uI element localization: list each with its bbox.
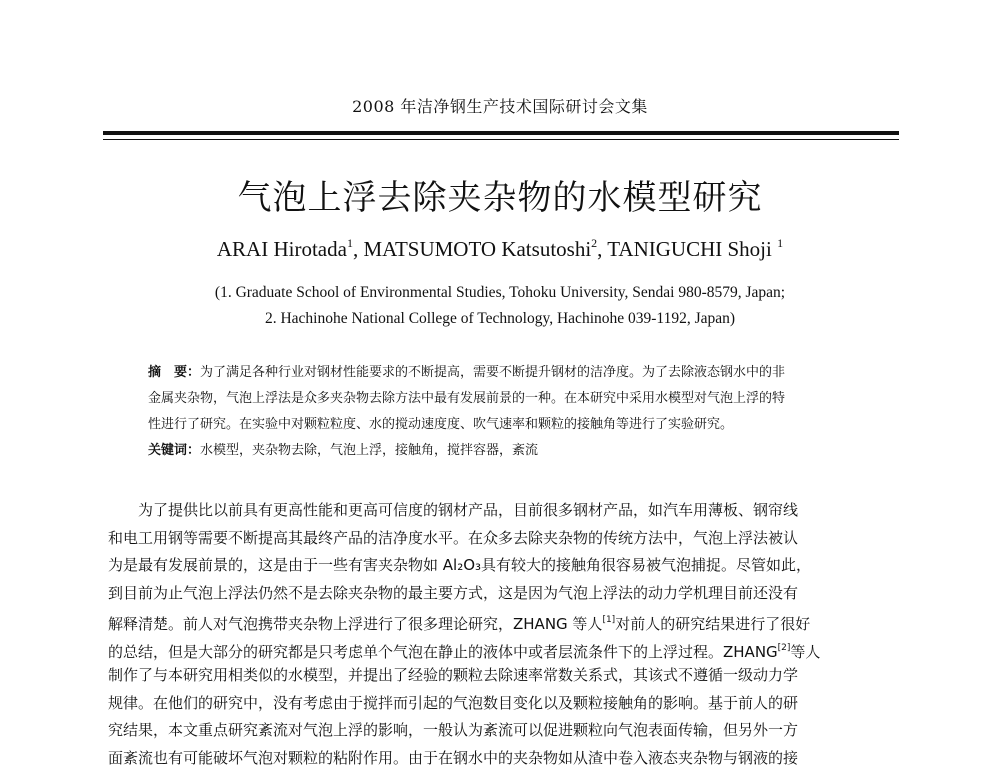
body-line: 为了提供比以前具有更高性能和更高可信度的钢材产品，目前很多钢材产品，如汽车用薄板、钢帘线 [108,497,898,525]
keywords-text: 水模型，夹杂物去除，气泡上浮，接触角，搅拌容器，紊流 [200,443,538,458]
header-rule-thick [103,131,899,135]
body-paragraph [108,497,898,772]
running-head: 2008 年洁净钢生产技术国际研讨会文集 [0,94,1000,117]
affiliation-line: 2. Hachinohe National College of Technology, Hachinohe 039-1192, Japan) [0,310,1000,328]
header-rule-thin [103,139,899,140]
abstract-label: 摘 要： [148,365,200,380]
author-line [0,236,1000,262]
author-separator: , [353,237,364,261]
body-line [108,635,898,663]
keywords-line [148,438,876,464]
body-line: 面紊流也有可能破坏气泡对颗粒的粘附作用。由于在钢水中的夹杂物如从渣中卷入液态夹杂物与钢液的接 [108,745,898,772]
abstract-line: 金属夹杂物，气泡上浮法是众多夹杂物去除方法中最有发展前景的一种。在本研究中采用水模型对气泡上浮的特 [148,386,876,412]
body-line: 和电工用钢等需要不断提高其最终产品的洁净度水平。在众多去除夹杂物的传统方法中，气泡上浮法被认 [108,525,898,553]
author-affil-mark: 1 [347,236,353,250]
citation-ref: [1] [602,615,615,625]
body-line: 到目前为止气泡上浮法仍然不是去除夹杂物的最主要方式，这是因为气泡上浮法的动力学机理目前还没有 [108,580,898,608]
abstract-line: 性进行了研究。在实验中对颗粒粒度、水的搅动速度度、吹气速率和颗粒的接触角等进行了实验研究。 [148,412,876,438]
body-line: 规律。在他们的研究中，没有考虑由于搅拌而引起的气泡数目变化以及颗粒接触角的影响。基于前人的研 [108,690,898,718]
author-name: ARAI Hirotada [217,237,347,261]
author-affil-mark: 2 [591,236,597,250]
citation-ref: [2] [778,643,791,653]
author-name: TANIGUCHI Shoji [607,237,777,261]
abstract-text: 为了满足各种行业对钢材性能要求的不断提高，需要不断提升钢材的洁净度。为了去除液态钢水中的非 [200,365,785,380]
body-text: 的总结，但是大部分的研究都是只考虑单个气泡在静止的液体中或者层流条件下的上浮过程。ZHANG [108,643,778,661]
author-affil-mark: 1 [777,236,783,250]
abstract-line [148,360,876,386]
body-line [108,607,898,635]
body-line: 制作了与本研究用相类似的水模型，并提出了经验的颗粒去除速率常数关系式，其该式不遵循一级动力学 [108,662,898,690]
body-text: 解释清楚。前人对气泡携带夹杂物上浮进行了很多理论研究，ZHANG 等人 [108,615,602,633]
keywords-label: 关键词： [148,443,200,458]
body-line: 究结果，本文重点研究紊流对气泡上浮的影响，一般认为紊流可以促进颗粒向气泡表面传输，但另外一方 [108,717,898,745]
paper-title: 气泡上浮去除夹杂物的水模型研究 [0,170,1000,219]
affiliation-line: (1. Graduate School of Environmental Studies, Tohoku University, Sendai 980-8579, Japan; [0,284,1000,302]
author-separator: , [597,237,607,261]
author-name: MATSUMOTO Katsutoshi [363,237,591,261]
body-text: 等人 [790,643,820,661]
abstract-block [148,360,876,464]
body-line: 为是最有发展前景的，这是由于一些有害夹杂物如 Al₂O₃具有较大的接触角很容易被气泡捕捉。尽管如此， [108,552,898,580]
body-text: 对前人的研究结果进行了很好 [615,615,810,633]
